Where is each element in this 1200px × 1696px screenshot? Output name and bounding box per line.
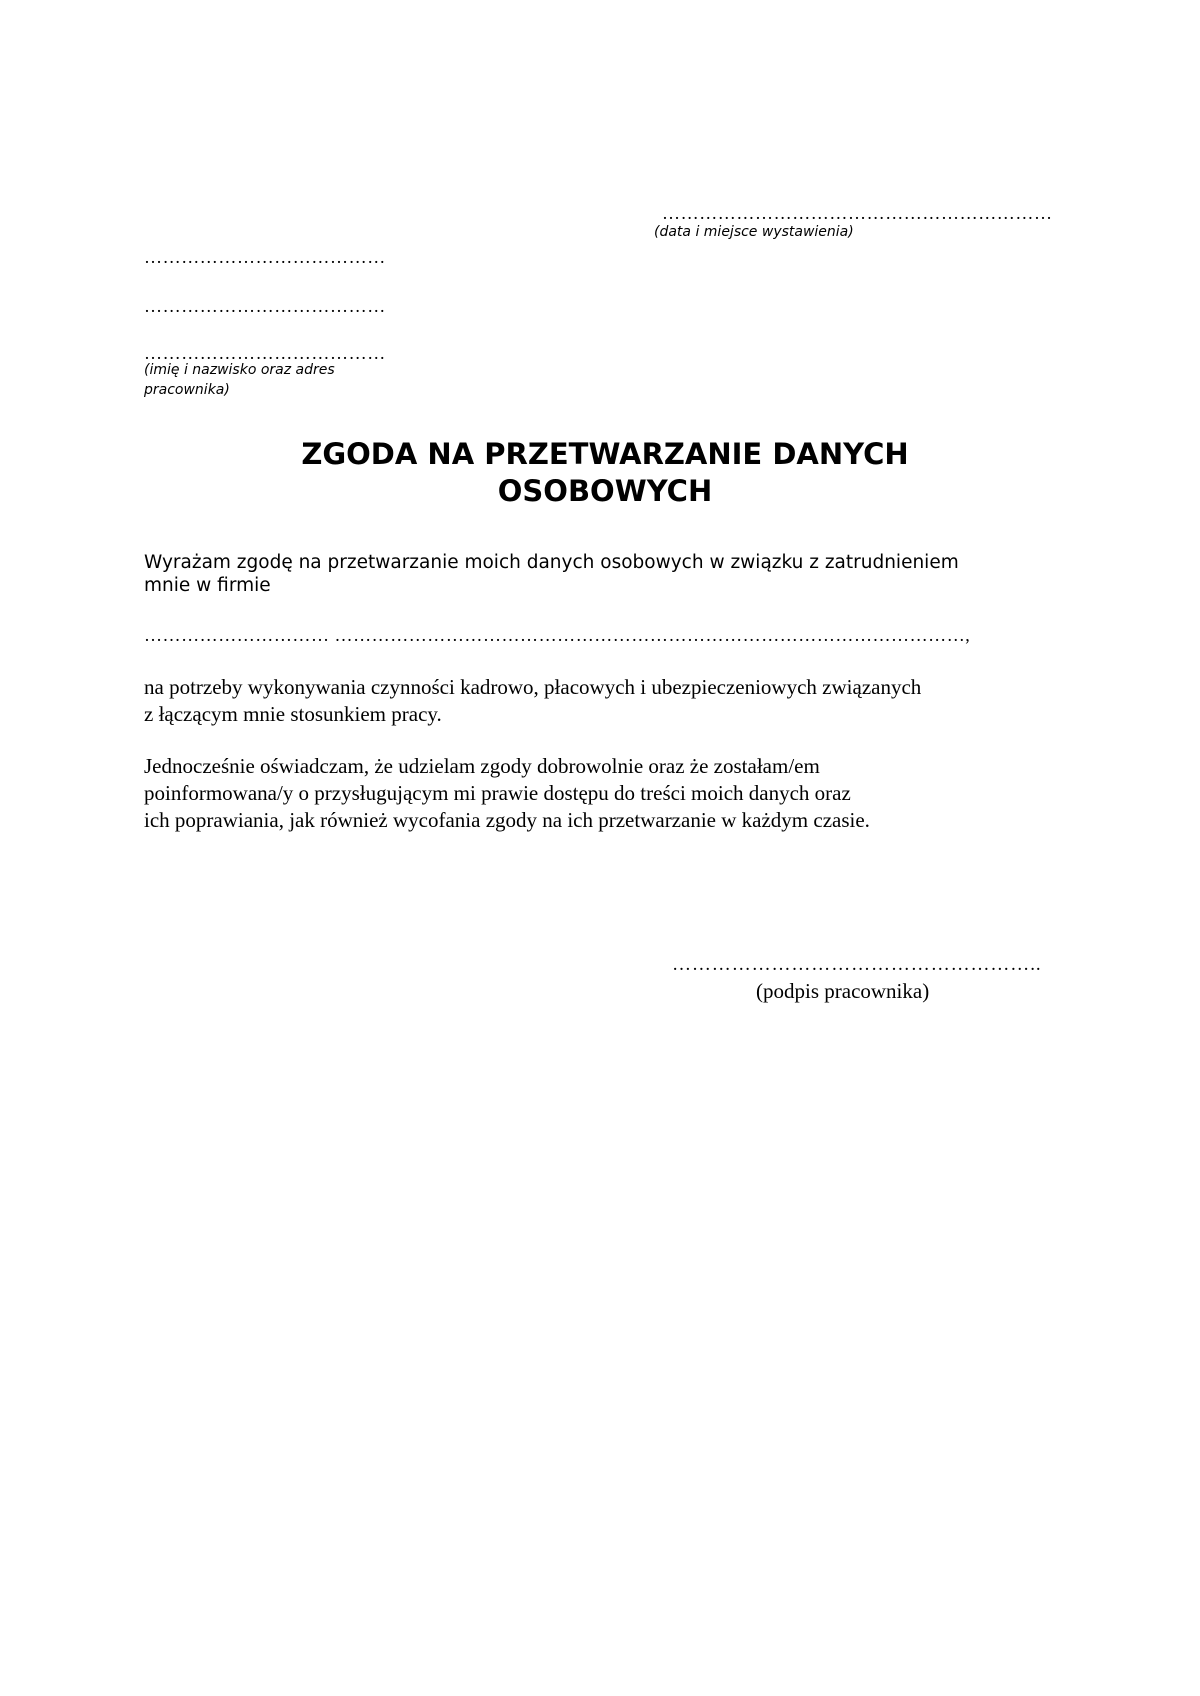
consent-line1: Wyrażam zgodę na przetwarzanie moich danych osobowych w związku z zatrudnieniem [144,552,959,573]
employee-caption-line2: pracownika) [144,382,230,398]
document-title-line2: OSOBOWYCH [497,474,713,508]
purpose-paragraph [144,674,1084,728]
signature-dotted-line: ……………………………………………….. [672,954,1042,975]
document-title-line1: ZGODA NA PRZETWARZANIE DANYCH [301,437,909,471]
company-name-dotted-line: ………………………… …………………………………………………………………………………………, [144,625,971,645]
statement-paragraph [144,753,1084,834]
purpose-line2: z łączącym mnie stosunkiem pracy. [144,702,442,726]
consent-paragraph [144,551,1074,597]
statement-line2: poinformowana/y o przysługującym mi prawie dostępu do treści moich danych oraz [144,781,851,805]
signature-caption: (podpis pracownika) [756,979,930,1003]
employee-dotted-line-3: ………………………………… [144,343,386,363]
purpose-line1: na potrzeby wykonywania czynności kadrowo, płacowych i ubezpieczeniowych związanych [144,675,922,699]
consent-line2: mnie w firmie [144,575,271,596]
date-place-caption: (data i miejsce wystawienia) [654,224,854,240]
date-place-dotted-line: ……………………………………………………… [662,203,1053,223]
statement-line1: Jednocześnie oświadczam, że udzielam zgody dobrowolnie oraz że zostałam/em [144,754,820,778]
employee-dotted-line-2: ………………………………… [144,296,386,316]
document-title [140,436,1070,510]
statement-line3: ich poprawiania, jak również wycofania zgody na ich przetwarzanie w każdym czasie. [144,808,870,832]
employee-dotted-line-1: ………………………………… [144,247,386,267]
employee-caption-line1: (imię i nazwisko oraz adres [144,362,335,378]
